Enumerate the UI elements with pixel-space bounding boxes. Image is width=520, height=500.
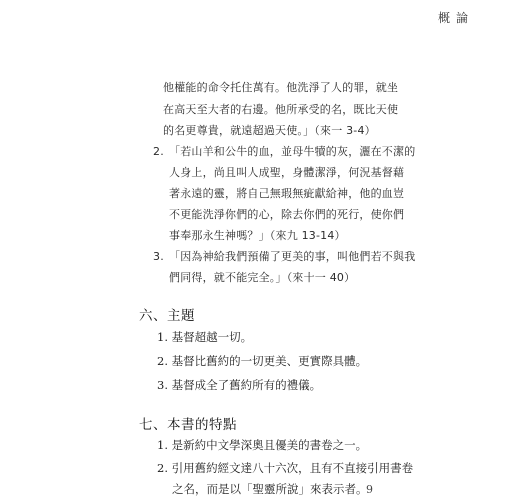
quote-3-line-2: 們同得，就不能完全。」（來十一 40） xyxy=(169,271,356,284)
quote-2-text-1: 「若山羊和公牛的血，並母牛犢的灰，灑在不潔的 xyxy=(169,145,416,158)
section-7-heading: 七、本書的特點 xyxy=(139,417,237,433)
quote-3-line-1 xyxy=(153,248,415,264)
section-7-item-2-cont: 之名，而是以「聖靈所說」來表示者。 xyxy=(172,482,368,496)
quote-2-number: 2. xyxy=(153,145,164,158)
quote-2-line-3: 著永遠的靈，將自己無瑕無疵獻給神，他的血豈 xyxy=(169,187,405,200)
section-6-item-2: 2. 基督比舊約的一切更美、更實際具體。 xyxy=(157,354,368,368)
quote-2-line-1 xyxy=(153,143,415,159)
section-7-item-2: 2. 引用舊約經文達八十六次，且有不直接引用書卷 xyxy=(157,461,414,475)
running-head: 概論 xyxy=(437,11,474,25)
quote-1-line-1: 他權能的命令托住萬有。他洗淨了人的罪，就坐 xyxy=(163,81,399,94)
page-number: 9 xyxy=(366,483,373,496)
quote-1-line-3: 的名更尊貴，就遠超過天使。」（來一 3-4） xyxy=(163,124,376,137)
section-6-item-3: 3. 基督成全了舊約所有的禮儀。 xyxy=(157,378,322,392)
quote-2-line-2: 人身上，尚且叫人成聖，身體潔淨，何況基督藉 xyxy=(169,166,405,179)
quote-2-line-5: 事奉那永生神嗎？」（來九 13-14） xyxy=(169,229,346,242)
quote-3-text-1: 「因為神給我們預備了更美的事，叫他們若不與我 xyxy=(169,250,416,263)
section-7-item-1: 1. 是新約中文學深奧且優美的書卷之一。 xyxy=(157,438,368,452)
quote-1-line-2: 在高天至大者的右邊。他所承受的名，既比天使 xyxy=(163,103,399,116)
quote-2-line-4: 不更能洗淨你們的心，除去你們的死行，使你們 xyxy=(169,208,405,221)
quote-3-number: 3. xyxy=(153,250,164,263)
section-6-item-1: 1. 基督超越一切。 xyxy=(157,330,253,344)
section-6-heading: 六、主題 xyxy=(139,308,195,324)
